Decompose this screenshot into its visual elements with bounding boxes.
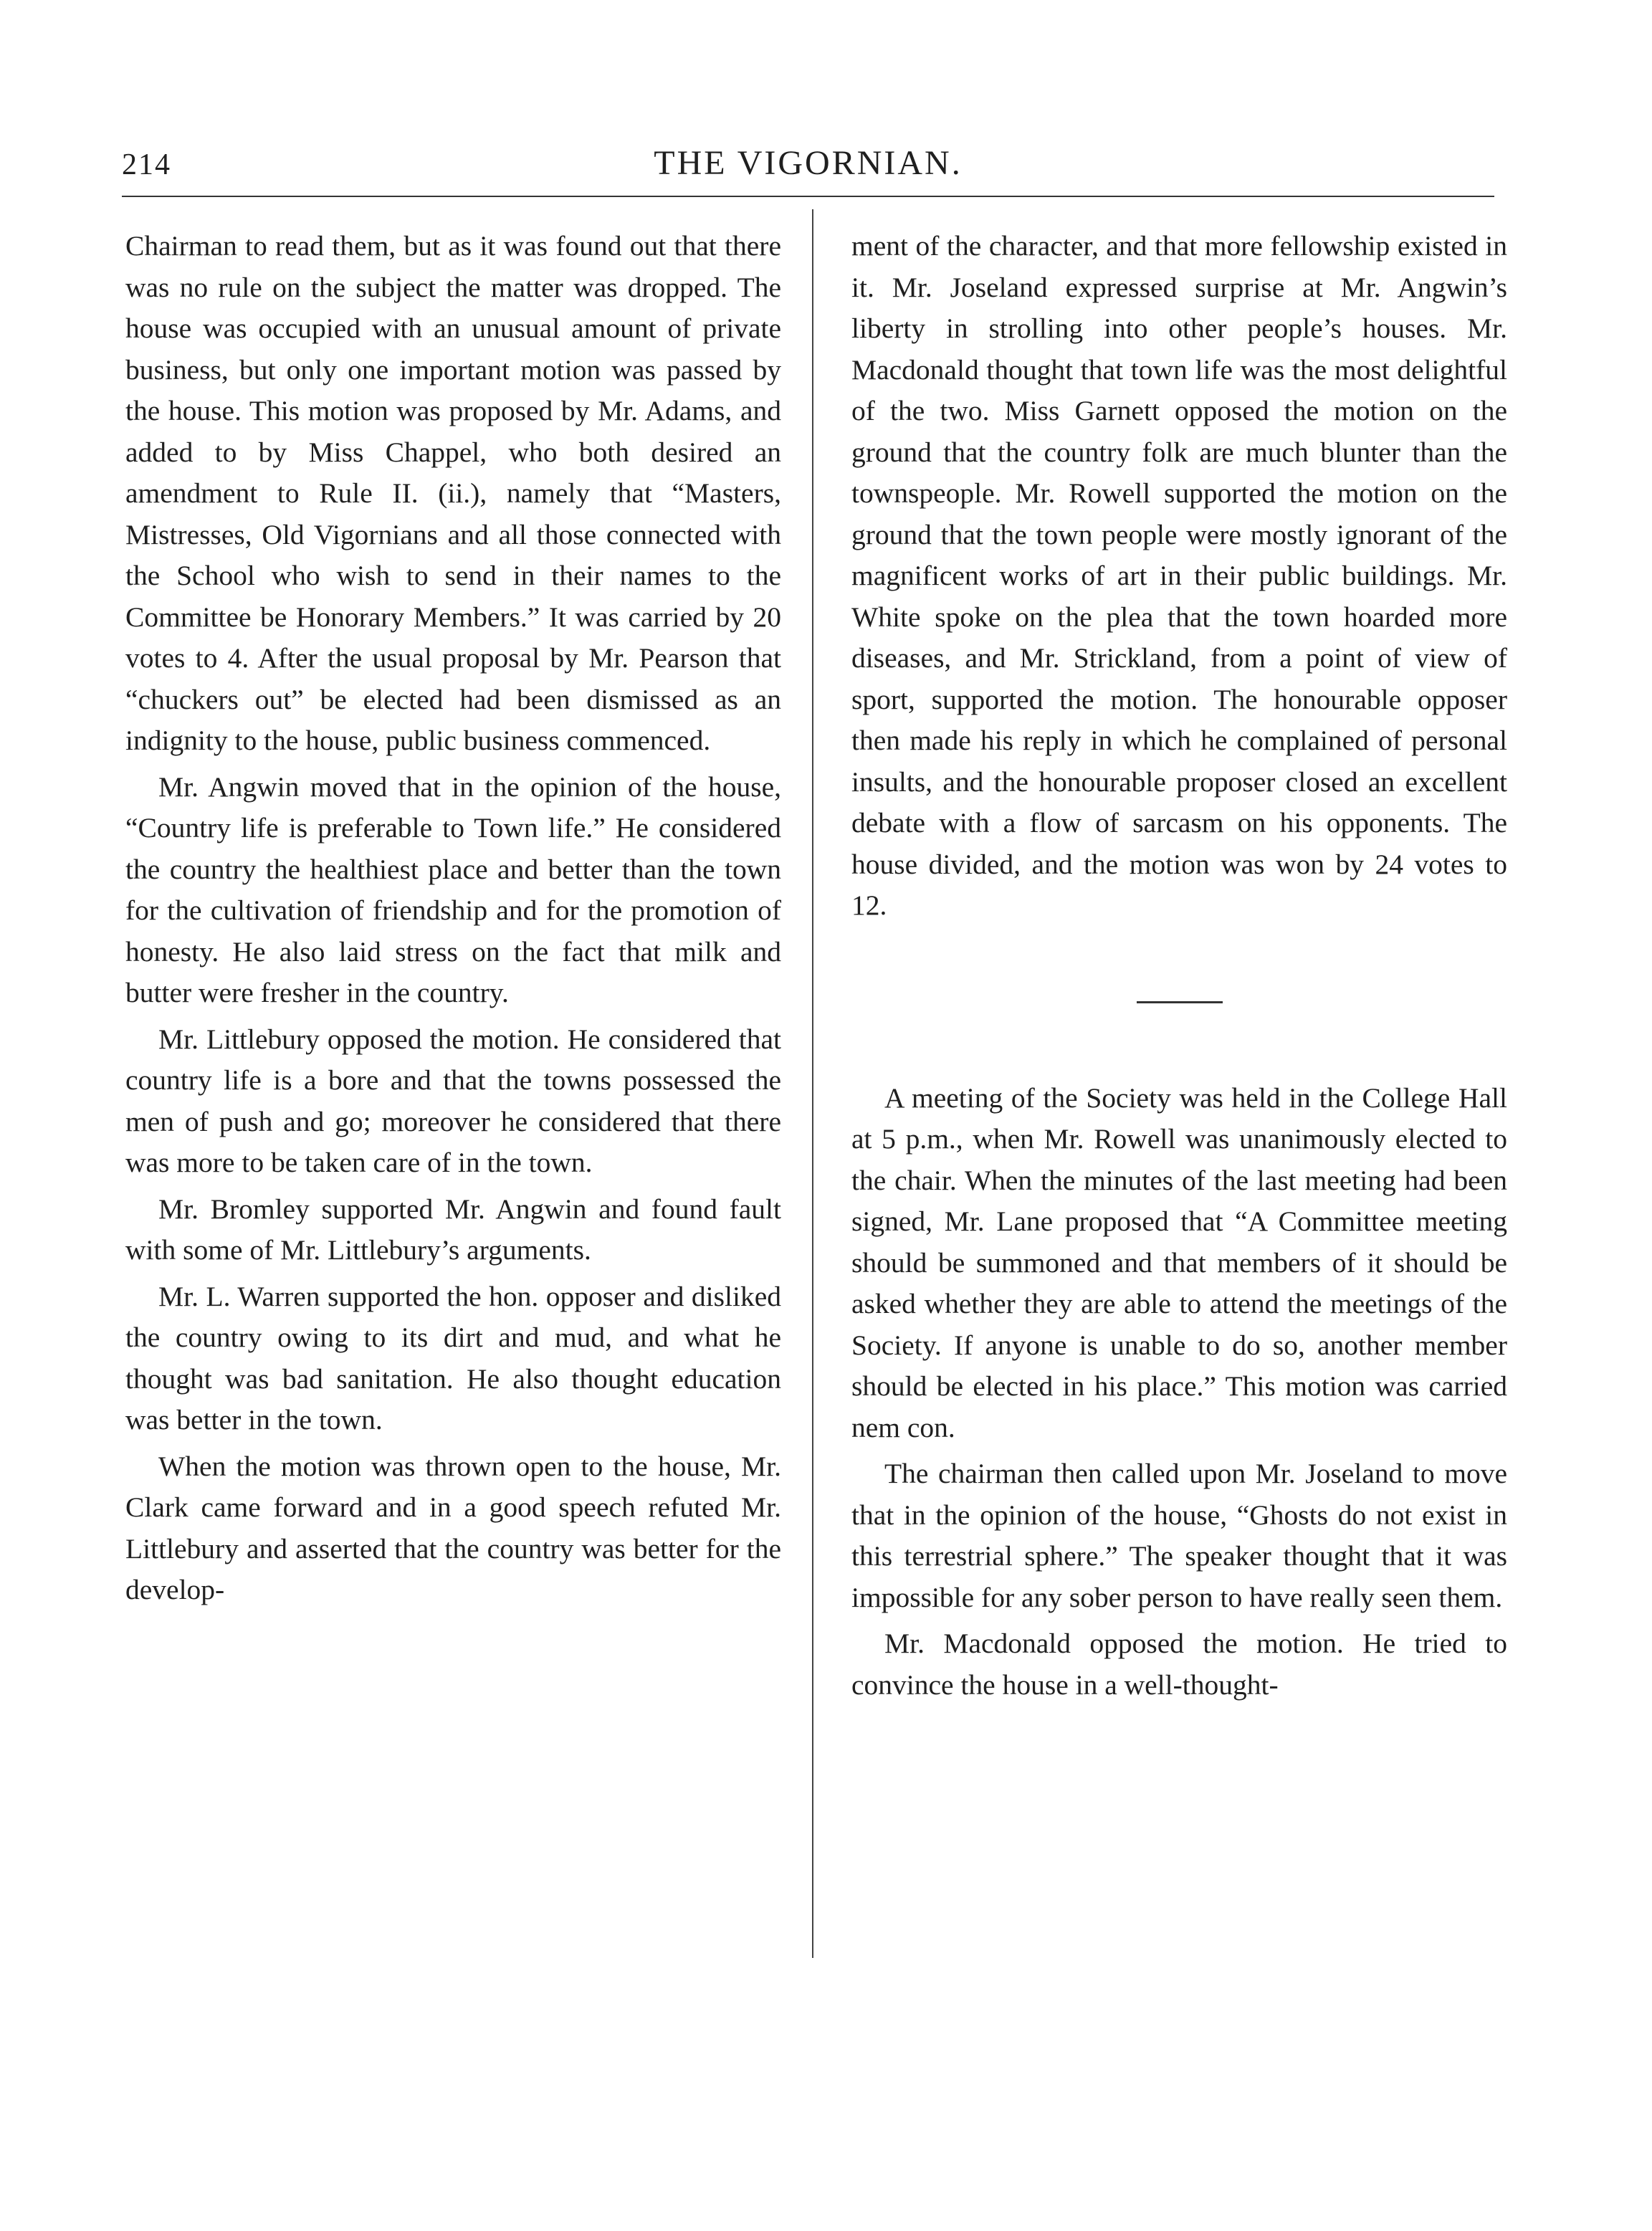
journal-title: THE VIGORNIAN. — [654, 144, 963, 182]
header-rule — [122, 196, 1494, 197]
paragraph: Mr. Macdonald opposed the motion. He tried to convince the house in a well-thought- — [851, 1628, 1507, 1701]
page-number: 214 — [122, 148, 171, 181]
paragraph: When the motion was thrown open to the house, Mr. Clark came forward and in a good speech refuted Mr. Littlebury and asserted that the country was better for the develop- — [125, 1450, 781, 1605]
paragraph: Mr. Littlebury opposed the motion. He considered that country life is a bore and that the towns possessed the men of push and go; moreover he considered that there was more to be taken care of in the town. — [125, 1023, 781, 1178]
paragraph: The chairman then called upon Mr. Joseland to move that in the opinion of the house, “Ghosts do not exist in this terrestrial sphere.” The speaker thought that it was impossible for any sober person to have really seen them. — [851, 1458, 1507, 1613]
column-divider — [812, 209, 813, 1958]
paragraph: Mr. Bromley supported Mr. Angwin and found fault with some of Mr. Littlebury’s arguments. — [125, 1193, 781, 1266]
paragraph: Mr. Angwin moved that in the opinion of the house, “Country life is preferable to Town life.” He considered the country the healthiest place and better than the town for the cultivation of friendship and for the promotion of honesty. He also laid stress on the fact that milk and butter were fresher in the country. — [125, 770, 781, 1008]
left-column — [125, 226, 781, 1611]
paragraph: A meeting of the Society was held in the College Hall at 5 p.m., when Mr. Rowell was unanimously elected to the chair. When the minutes of the last meeting had been signed, Mr. Lane proposed that “A Committee meeting should be summoned and that members of it should be asked whether they are able to attend the meetings of the Society. If anyone is unable to do so, another member should be elected in his place.” This motion was carried nem con. — [851, 1081, 1507, 1443]
section-divider — [1137, 1001, 1223, 1003]
running-head — [122, 143, 1494, 194]
right-column — [851, 226, 1507, 1706]
paragraph: ment of the character, and that more fellowship existed in it. Mr. Joseland expressed surprise at Mr. Angwin’s liberty in strolling into other people’s houses. Mr. Macdonald thought that town life was the most delightful of the two. Miss Garnett opposed the motion on the ground that the country folk are much blunter than the townspeople. Mr. Rowell supported the motion on the ground that the town people were mostly ignorant of the magnificent works of art in their public buildings. Mr. White spoke on the plea that the town hoarded more diseases, and Mr. Strickland, from a point of view of sport, supported the motion. The honourable opposer then made his reply in which he complained of personal insults, and the honourable proposer closed an excellent debate with a flow of sarcasm on his opponents. The house divided, and the motion was won by 24 votes to 12. — [851, 230, 1507, 921]
paragraph: Mr. L. Warren supported the hon. opposer and disliked the country owing to its dirt and mud, and what he thought was bad sanitation. He also thought education was better in the town. — [125, 1280, 781, 1435]
paragraph: Chairman to read them, but as it was found out that there was no rule on the subject the matter was dropped. The house was occupied with an unusual amount of private business, but only one important motion was passed by the house. This motion was proposed by Mr. Adams, and added to by Miss Chappel, who both desired an amendment to Rule II. (ii.), namely that “Masters, Mistresses, Old Vigornians and all those connected with the School who wish to send in their names to the Committee be Honorary Members.” It was carried by 20 votes to 4. After the usual proposal by Mr. Pearson that “chuckers out” be elected had been dismissed as an indignity to the house, public business commenced. — [125, 230, 781, 756]
